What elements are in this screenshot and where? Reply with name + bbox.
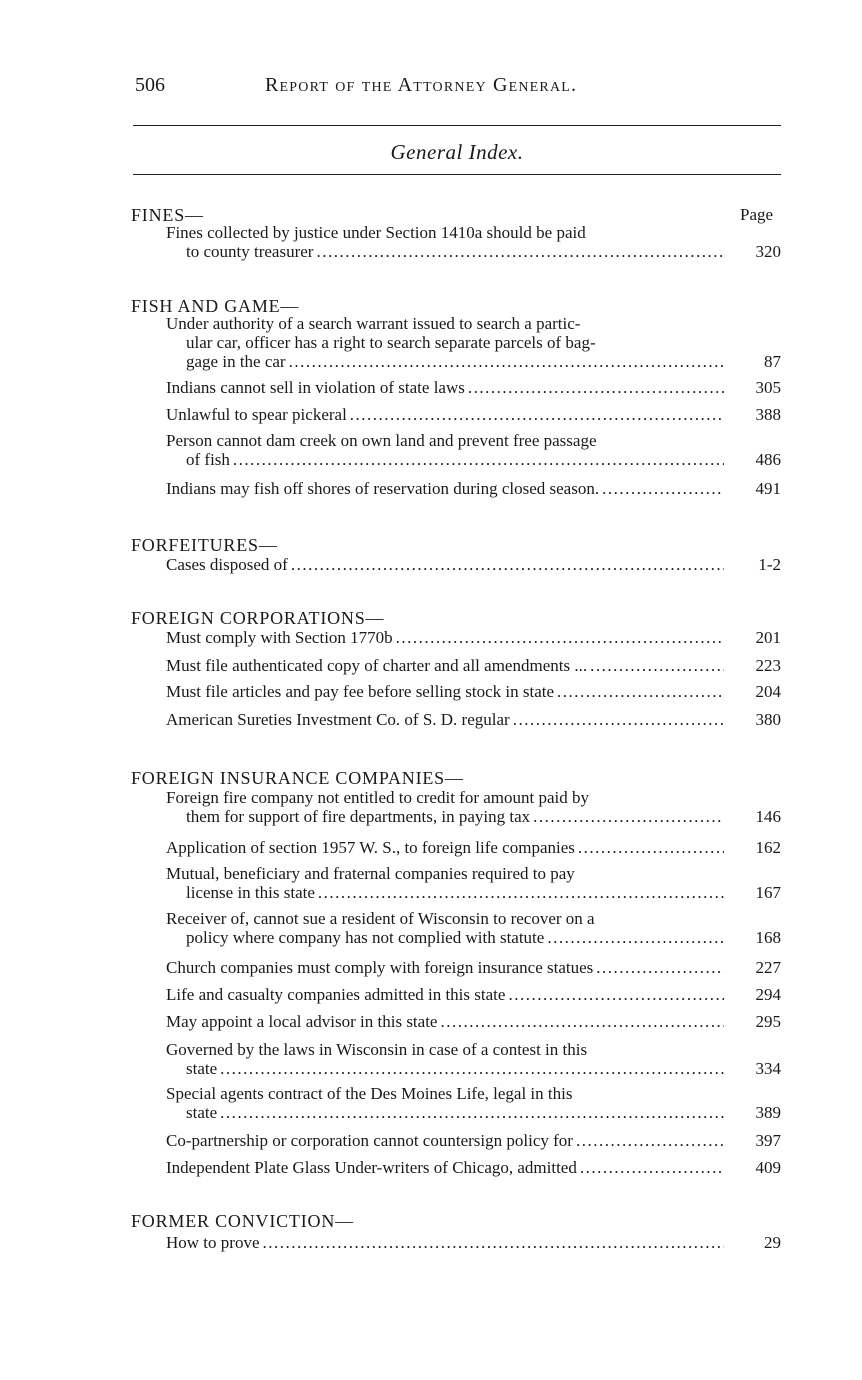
index-entry xyxy=(166,1012,781,1031)
index-page-reference: 334 xyxy=(755,1059,781,1078)
index-entry-text: Mutual, beneficiary and fraternal companies required to pay xyxy=(166,864,575,883)
dot-leader xyxy=(596,958,724,977)
index-entry xyxy=(166,1158,781,1177)
top-rule xyxy=(133,125,781,126)
index-page-reference: 87 xyxy=(764,352,781,371)
bottom-rule xyxy=(133,174,781,175)
index-entry xyxy=(166,431,781,469)
index-entry-text: Indians may fish off shores of reservation during closed season. xyxy=(166,479,600,498)
index-page-reference: 201 xyxy=(755,628,781,647)
dot-leader xyxy=(316,242,724,261)
index-entry xyxy=(166,909,781,947)
index-entry xyxy=(166,479,781,498)
index-entry-text: Application of section 1957 W. S., to foreign life companies xyxy=(166,838,575,857)
index-entry-text: state xyxy=(186,1059,218,1078)
index-page-reference: 389 xyxy=(755,1103,781,1122)
page-number: 506 xyxy=(135,74,165,96)
index-entry xyxy=(166,788,781,826)
index-entry-text: Foreign fire company not entitled to credit for amount paid by xyxy=(166,788,589,807)
index-entry-text: Indians cannot sell in violation of state laws xyxy=(166,378,465,397)
index-page-reference: 388 xyxy=(755,405,781,424)
index-entry xyxy=(166,710,781,729)
dot-leader xyxy=(440,1012,724,1031)
index-entry-text: to county treasurer xyxy=(186,242,314,261)
page-column-label: Page xyxy=(740,205,774,224)
index-page-reference: 409 xyxy=(755,1158,781,1177)
index-page-reference: 491 xyxy=(755,479,781,498)
index-entry xyxy=(166,378,781,397)
index-section-heading: FINES— xyxy=(131,205,204,225)
index-entry xyxy=(166,958,781,977)
index-heading: General Index. xyxy=(390,140,524,164)
index-entry xyxy=(166,656,781,675)
index-entry-text: Governed by the laws in Wisconsin in case of a contest in this xyxy=(166,1040,588,1059)
dot-leader xyxy=(513,710,724,729)
index-entry xyxy=(166,314,781,371)
index-entry-text: gage in the car xyxy=(186,352,286,371)
index-page-reference: 146 xyxy=(755,807,781,826)
index-entry-text: Independent Plate Glass Under-writers of Chicago, admitted xyxy=(166,1158,577,1177)
index-page-reference: 295 xyxy=(755,1012,781,1031)
index-entry xyxy=(166,223,781,261)
dot-leader xyxy=(557,682,724,701)
index-entry-text: Fines collected by justice under Section 1410a should be paid xyxy=(166,223,586,242)
index-entry-text: Church companies must comply with foreign insurance statues xyxy=(166,958,594,977)
dot-leader xyxy=(318,883,724,902)
index-entry-text: How to prove xyxy=(166,1233,260,1252)
index-page-reference: 227 xyxy=(755,958,781,977)
dot-leader xyxy=(396,628,724,647)
index-page-reference: 204 xyxy=(755,682,781,701)
index-entry-text: of fish xyxy=(186,450,230,469)
dot-leader xyxy=(580,1158,724,1177)
index-section-heading: FORFEITURES— xyxy=(131,535,278,555)
index-page-reference: 486 xyxy=(755,450,781,469)
index-entry xyxy=(166,682,781,701)
index-entry-text: Person cannot dam creek on own land and prevent free passage xyxy=(166,431,597,450)
dot-leader xyxy=(578,838,724,857)
index-entry-text: May appoint a local advisor in this state xyxy=(166,1012,438,1031)
index-section-heading: FORMER CONVICTION— xyxy=(131,1211,354,1231)
index-page-reference: 167 xyxy=(755,883,781,902)
index-section-heading: FOREIGN CORPORATIONS— xyxy=(131,608,385,628)
dot-leader xyxy=(220,1059,724,1078)
dot-leader xyxy=(590,656,724,675)
dot-leader xyxy=(468,378,724,397)
dot-leader xyxy=(262,1233,724,1252)
index-entry-text: them for support of fire departments, in paying tax xyxy=(186,807,531,826)
index-page-reference: 380 xyxy=(755,710,781,729)
index-entry-text: Receiver of, cannot sue a resident of Wisconsin to recover on a xyxy=(166,909,595,928)
index-entry-text: Under authority of a search warrant issued to search a partic- xyxy=(166,314,581,333)
index-entry xyxy=(166,985,781,1004)
index-section-heading: FISH AND GAME— xyxy=(131,296,300,316)
index-entry xyxy=(166,555,781,574)
index-entry-text: Co-partnership or corporation cannot countersign policy for xyxy=(166,1131,573,1150)
index-entry-text: state xyxy=(186,1103,218,1122)
index-page-reference: 223 xyxy=(755,656,781,675)
index-entry-text: Must comply with Section 1770b xyxy=(166,628,393,647)
index-entry-text: Special agents contract of the Des Moines Life, legal in this xyxy=(166,1084,573,1103)
index-page-reference: 1-2 xyxy=(758,555,781,574)
index-entry-text: policy where company has not complied with statute xyxy=(186,928,545,947)
index-page-reference: 29 xyxy=(764,1233,781,1252)
dot-leader xyxy=(289,352,724,371)
index-entry xyxy=(166,628,781,647)
index-page-reference: 305 xyxy=(755,378,781,397)
index-page-reference: 168 xyxy=(755,928,781,947)
index-entry xyxy=(166,1040,781,1078)
index-entry-text: Must file articles and pay fee before selling stock in state xyxy=(166,682,555,701)
running-head xyxy=(135,74,772,102)
index-entry xyxy=(166,405,781,424)
dot-leader xyxy=(533,807,724,826)
index-entry-text: Must file authenticated copy of charter and all amendments ... xyxy=(166,656,588,675)
dot-leader xyxy=(508,985,724,1004)
index-entry-text: Life and casualty companies admitted in this state xyxy=(166,985,506,1004)
dot-leader xyxy=(291,555,724,574)
index-entry-text: Unlawful to spear pickeral xyxy=(166,405,347,424)
index-page-reference: 320 xyxy=(755,242,781,261)
index-page-reference: 162 xyxy=(755,838,781,857)
dot-leader xyxy=(220,1103,724,1122)
index-page-reference: 397 xyxy=(755,1131,781,1150)
index-entry xyxy=(166,838,781,857)
index-entry-text: Cases disposed of xyxy=(166,555,288,574)
dot-leader xyxy=(547,928,724,947)
index-entry xyxy=(166,1131,781,1150)
index-entry-text: American Sureties Investment Co. of S. D. regular xyxy=(166,710,510,729)
dot-leader xyxy=(602,479,724,498)
index-entry-text: ular car, officer has a right to search separate parcels of bag- xyxy=(186,333,596,352)
index-entry xyxy=(166,1233,781,1252)
index-entry xyxy=(166,1084,781,1122)
index-page-reference: 294 xyxy=(755,985,781,1004)
dot-leader xyxy=(233,450,724,469)
index-entry-text: license in this state xyxy=(186,883,315,902)
index-section-heading: FOREIGN INSURANCE COMPANIES— xyxy=(131,768,464,788)
index-entry xyxy=(166,864,781,902)
dot-leader xyxy=(350,405,724,424)
running-title: Report of the Attorney General. xyxy=(265,74,578,96)
dot-leader xyxy=(576,1131,724,1150)
